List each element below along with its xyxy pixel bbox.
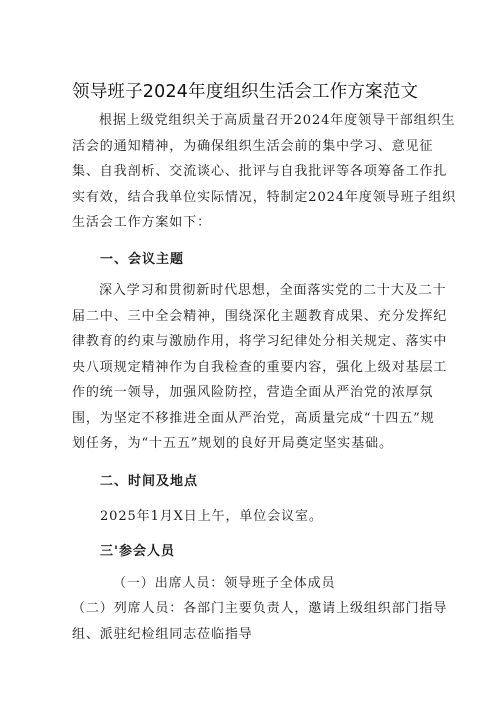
intro-line: 根据上级党组织关于高质量召开2024年度领导干部组织生 <box>99 113 456 128</box>
theme-paragraph <box>72 278 448 457</box>
section-heading-theme: 一、会议主题 <box>100 252 185 267</box>
theme-line: 央八项规定精神作为自我检查的重要内容，强化上级对基层工 <box>72 359 448 375</box>
intro-line: 活会的通知精神，为确保组织生活会前的集中学习、意见征 <box>72 138 434 154</box>
attendees-text: （一）出席人员：领导班子全体成员 <box>113 576 336 591</box>
theme-line: 划任务，为“十五五”规划的良好开局奠定坚实基础。 <box>72 436 393 451</box>
intro-paragraph <box>72 108 457 236</box>
intro-line: 实有效，结合我单位实际情况，特制定2024年度领导班子组织 <box>72 189 457 205</box>
theme-line: 深入学习和贯彻新时代思想，全面落实党的二十大及二十 <box>99 283 447 298</box>
section-heading-attendees: 三'参会人员 <box>100 544 175 559</box>
theme-line: 届二中、三中全会精神，围绕深化主题教育成果、充分发挥纪 <box>72 308 448 324</box>
theme-line: 作的统一领导，加强风险防控，营造全面从严治党的浓厚氛 <box>72 385 434 400</box>
intro-line: 集、自我剖析、交流谈心、批评与自我批评等各项筹备工作扎 <box>72 164 448 179</box>
observers-line: 组、派驻纪检组同志莅临指导 <box>72 626 253 642</box>
observers-paragraph <box>72 596 448 647</box>
section-heading-time-place: 二、时间及地点 <box>100 474 199 489</box>
theme-line: 律教育的约束与激励作用，将学习纪律处分相关规定、落实中 <box>72 334 448 349</box>
document-title: 领导班子2024年度组织生活会工作方案范文 <box>72 82 419 102</box>
intro-line: 生活会工作方案如下： <box>72 215 212 230</box>
theme-line: 围，为坚定不移推进全面从严治党，高质量完成“十四五”规 <box>72 410 435 426</box>
observers-line: （二）列席人员：各部门主要负责人，邀请上级组织部门指导 <box>72 601 448 616</box>
time-place-text: 2025年1月X日上午，单位会议室。 <box>100 509 323 524</box>
